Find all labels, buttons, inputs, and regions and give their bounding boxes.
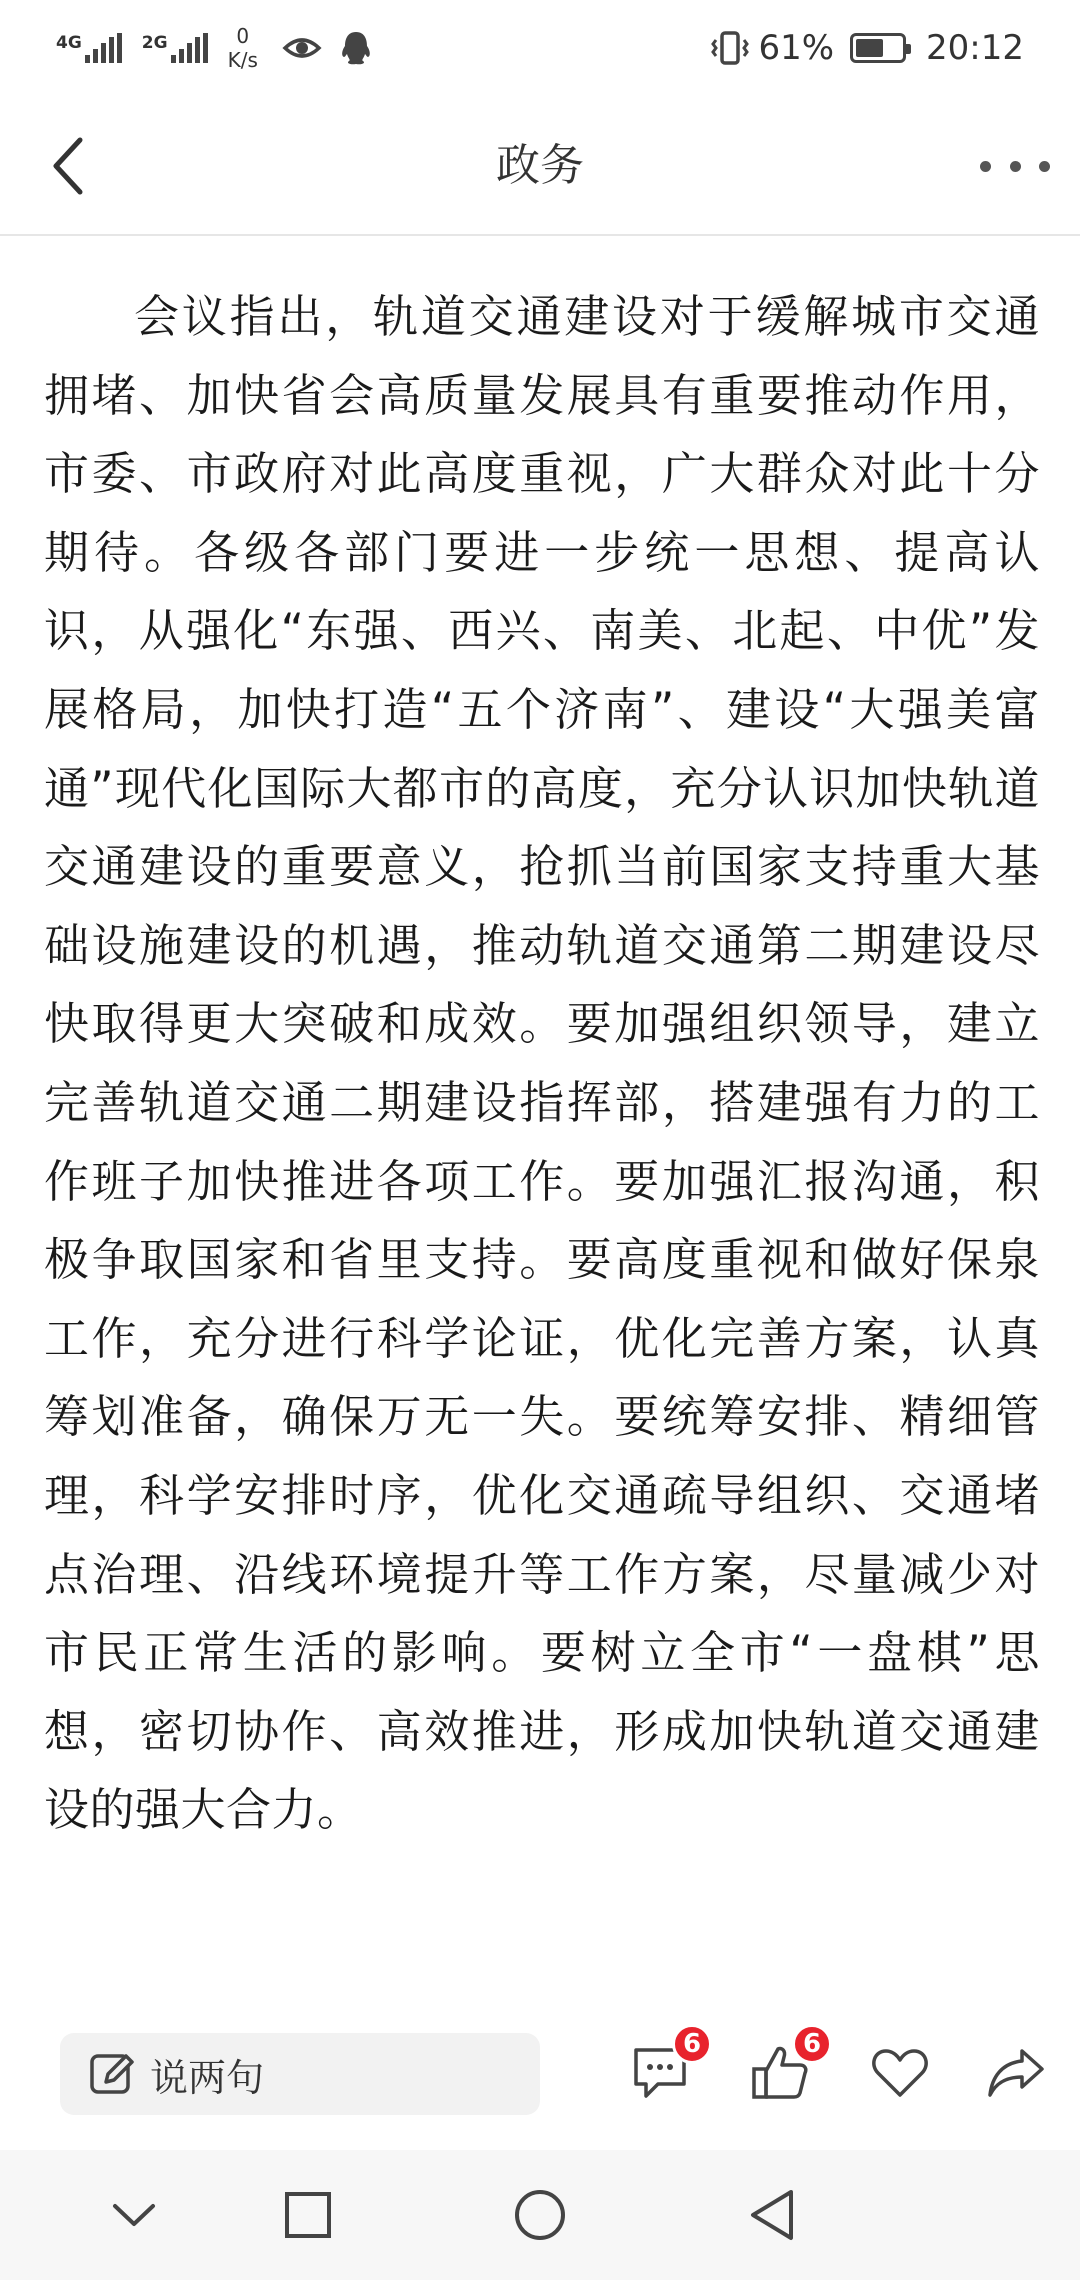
more-dot-icon: [1039, 161, 1050, 172]
nav-collapse-button[interactable]: [104, 2185, 164, 2245]
chevron-down-icon: [109, 2200, 159, 2230]
comment-input[interactable]: [60, 2033, 540, 2115]
page-title: 政务: [496, 140, 584, 191]
circle-icon: [513, 2188, 567, 2242]
signal-2g-icon: 2G: [142, 33, 208, 63]
more-dot-icon: [1010, 161, 1021, 172]
like-count-badge: 6: [792, 2024, 832, 2064]
article-body: 会议指出，轨道交通建设对于缓解城市交通拥堵、加快省会高质量发展具有重要推动作用，市委、市政府对此高度重视，广大群众对此十分期待。各级各部门要进一步统一思想、提高认识，从强化“东强、西兴、南美、北起、中优”发展格局，加快打造“五个济南”、建设“大强美富通”现代化国际大都市的高度，充分认识加快轨道交通建设的重要意义，抢抓当前国家支持重大基础设施建设的机遇，推动轨道交通第二期建设尽快取得更大突破和成效。要加强组织领导，建立完善轨道交通二期建设指挥部，搭建强有力的工作班子加快推进各项工作。要加强汇报沟通，积极争取国家和省里支持。要高度重视和做好保泉工作，充分进行科学论证，优化完善方案，认真筹划准备，确保万无一失。要统筹安排、精细管理，科学安排时序，优化交通疏导组织、交通堵点治理、沿线环境提升等工作方案，尽量减少对市民正常生活的影响。要树立全市“一盘棋”思想，密切协作、高效推进，形成加快轨道交通建设的强大合力。: [44, 290, 1040, 1837]
nav-recents-button[interactable]: [278, 2185, 338, 2245]
nav-back-button[interactable]: [742, 2185, 802, 2245]
signal-4g-icon: 4G: [56, 33, 122, 63]
qq-penguin-icon: [336, 30, 376, 66]
square-icon: [283, 2190, 333, 2240]
action-bar: [0, 2000, 1080, 2150]
battery-percent: 61%: [758, 28, 835, 68]
nav-home-button[interactable]: [510, 2185, 570, 2245]
comment-count-badge: 6: [672, 2024, 712, 2064]
battery-fill: [856, 39, 883, 57]
heart-icon: [870, 2045, 930, 2099]
more-button[interactable]: [980, 146, 1050, 186]
triangle-back-icon: [747, 2188, 797, 2242]
app-header: [0, 96, 1080, 236]
network-speed: 0 K/s: [227, 24, 258, 72]
clock: 20:12: [926, 28, 1024, 68]
favorite-button[interactable]: [868, 2040, 932, 2104]
comment-placeholder: 说两句: [150, 2055, 265, 2100]
eye-icon: [282, 30, 322, 66]
edit-icon: [88, 2050, 136, 2098]
share-button[interactable]: [984, 2040, 1048, 2104]
more-dot-icon: [980, 161, 991, 172]
vibrate-icon: [710, 30, 750, 66]
back-arrow-icon: [48, 136, 88, 196]
system-nav-bar: [0, 2150, 1080, 2280]
comments-button[interactable]: [628, 2029, 702, 2104]
share-arrow-icon: [986, 2045, 1046, 2099]
battery-icon: [850, 33, 906, 63]
back-button[interactable]: [38, 126, 98, 206]
status-bar: [0, 0, 1080, 96]
like-button[interactable]: [748, 2029, 822, 2104]
